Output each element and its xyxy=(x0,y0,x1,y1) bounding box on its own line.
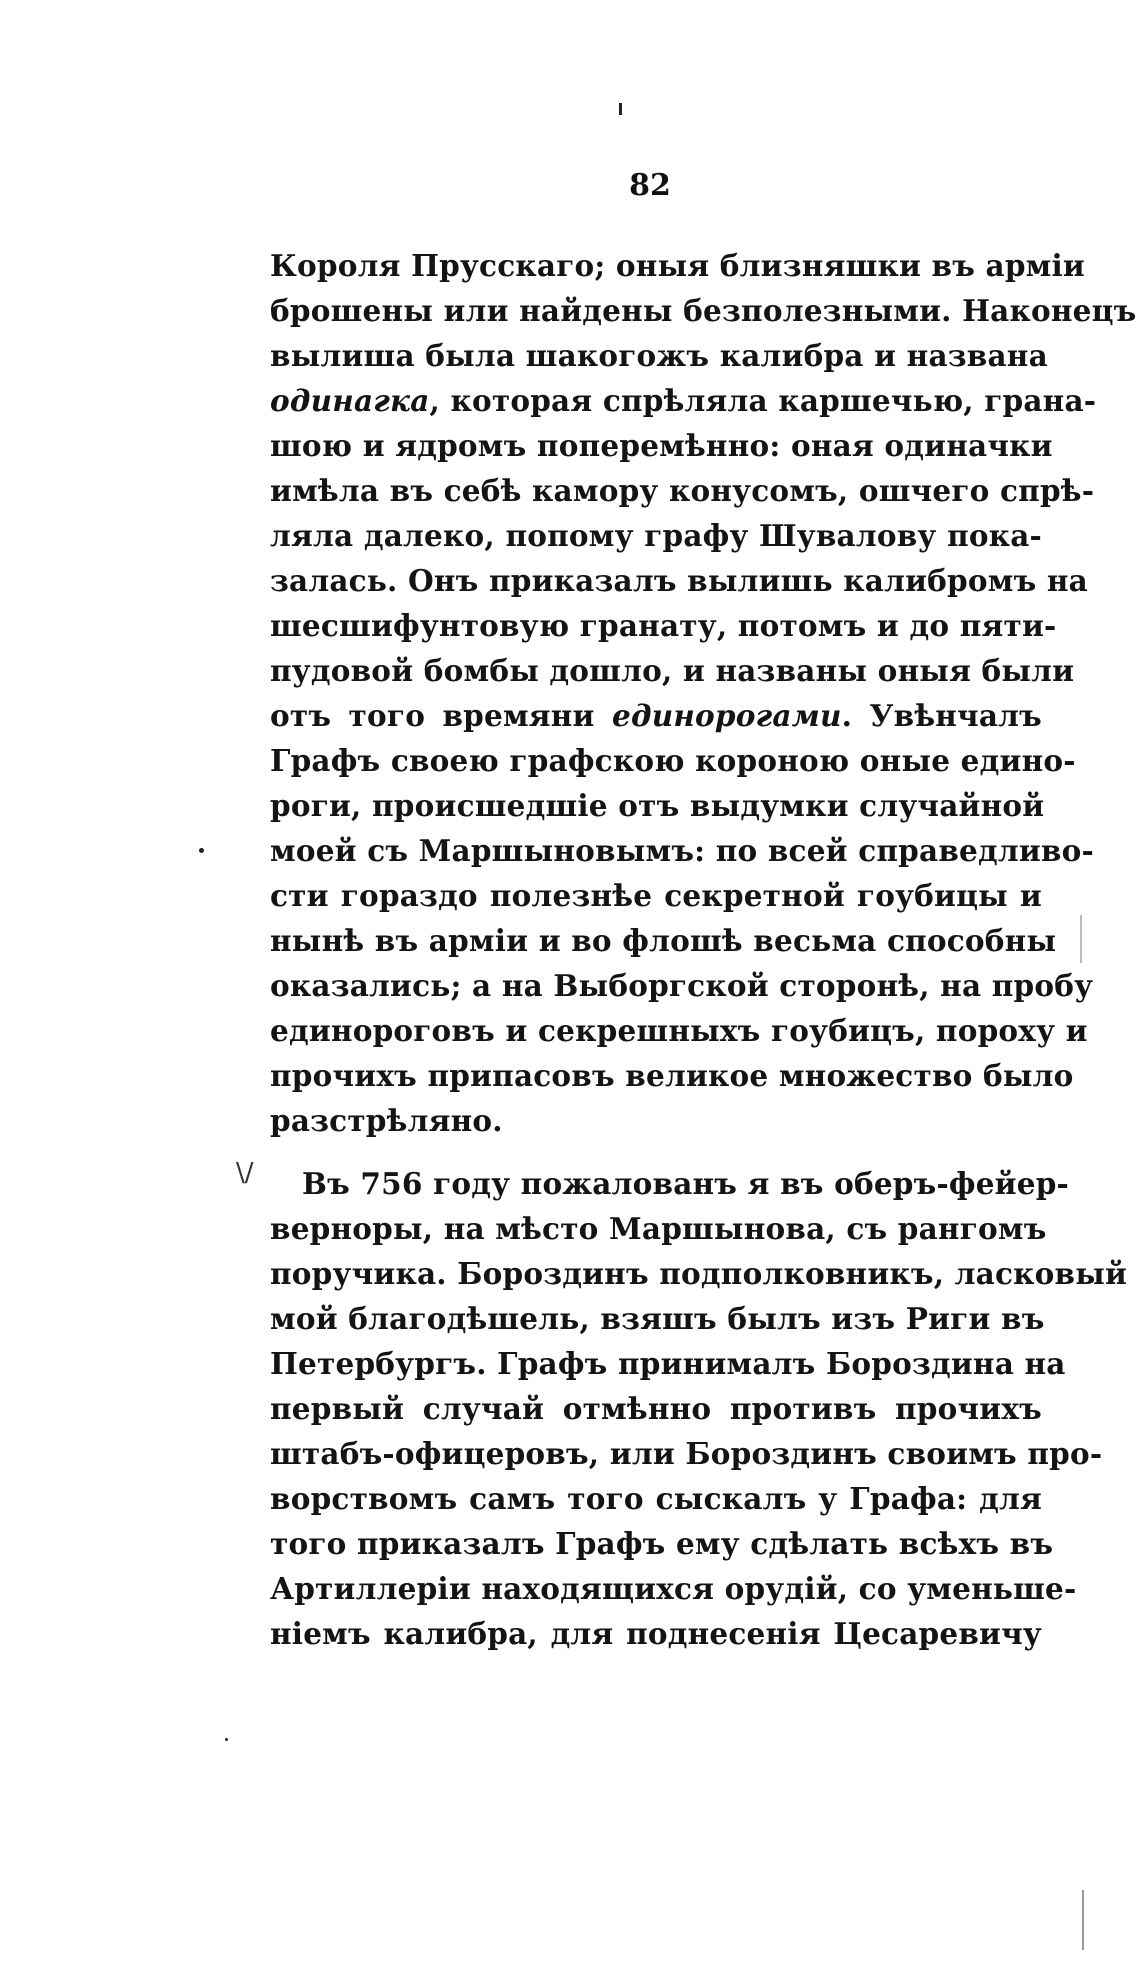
text-line: шесшифунтовую гранату, потомъ и до пяти- xyxy=(270,608,1057,643)
text-line: поручика. Бороздинъ подполковникъ, ласковый xyxy=(270,1256,1128,1291)
text-line: оказались; а на Выборгской сторонѣ, на пробу xyxy=(270,968,1094,1003)
text-line xyxy=(270,693,1042,738)
text-line: залась. Онъ приказалъ вылишь калибромъ на xyxy=(270,563,1088,598)
text-line: вылишa была шакогожъ калибра и названа xyxy=(270,338,1048,373)
text-line: сти гораздо полезнѣе секретной гоубицы и xyxy=(270,878,1042,913)
text-line: нынѣ въ арміи и во флошѣ весьма способны xyxy=(270,923,1057,958)
ink-speck xyxy=(199,848,204,853)
page-number: 82 xyxy=(629,168,671,203)
italic-term: одинагка xyxy=(270,383,430,418)
text-line: ніемъ калибра, для поднесенія Цесаревичу xyxy=(270,1616,1042,1651)
text-line: Графъ своею графскою короною оные едино- xyxy=(270,743,1076,778)
text-line: брошены или найдены безполезными. Наконецъ xyxy=(270,293,1137,328)
text-line: разстрѣляно. xyxy=(270,1103,503,1138)
text-line: мой благодѣшель, взяшъ былъ изъ Риги въ xyxy=(270,1301,1045,1336)
text-line: Короля Прусскаго; оныя близняшки въ арміи xyxy=(270,248,1085,283)
text-line: единороговъ и секрешныхъ гоубицъ, пороху и xyxy=(270,1013,1088,1048)
text-line: пудовой бомбы дошло, и названы оныя были xyxy=(270,653,1075,688)
text-line: моей съ Маршыновымъ: по всей справедливо- xyxy=(270,833,1094,868)
text-line: роги, происшедшіе отъ выдумки случайной xyxy=(270,788,1045,823)
text-line: шою и ядромъ поперемѣнно: оная одиначки xyxy=(270,428,1053,463)
body-text xyxy=(270,243,1137,1656)
text-line: ворствомъ самъ того сыскалъ у Графа: для xyxy=(270,1481,1042,1516)
text-line-rest: , которая спрѣляла каршечью, грана- xyxy=(429,383,1097,418)
text-line: Артиллеріи находящихся орудій, со уменьше- xyxy=(270,1571,1077,1606)
scan-artifact-line xyxy=(1080,915,1082,963)
text-line: того приказалъ Графъ ему сдѣлать всѣхъ въ xyxy=(270,1526,1054,1561)
text-line: имѣла въ себѣ камору конусомъ, ошчего спрѣ- xyxy=(270,473,1095,508)
top-tick-mark xyxy=(619,103,622,115)
ink-speck xyxy=(225,1738,228,1741)
text-line: Петербургъ. Графъ принималъ Бороздина на xyxy=(270,1346,1066,1381)
text-line: штабъ-офицеровъ, или Бороздинъ своимъ про- xyxy=(270,1436,1103,1471)
text-line: Въ 756 году пожалованъ я въ оберъ-фейер- xyxy=(302,1166,1069,1201)
scan-artifact-line xyxy=(1082,1890,1084,1950)
text-line: верноры, на мѣсто Маршынова, съ рангомъ xyxy=(270,1211,1047,1246)
text-line-rest: . Увѣнчалъ xyxy=(841,698,1042,733)
text-line: ляла далеко, попому графу Шувалову пока- xyxy=(270,518,1042,553)
text-line: прочихъ припасовъ великое множество было xyxy=(270,1058,1074,1093)
paragraph-gap xyxy=(270,1143,1042,1161)
text-line: первый случай отмѣнно противъ прочихъ xyxy=(270,1391,1042,1426)
text-line xyxy=(270,378,1097,423)
text-line-start: отъ того времяни xyxy=(270,698,613,733)
margin-note: \/ xyxy=(236,1158,254,1188)
italic-term: единорогами xyxy=(612,698,842,733)
